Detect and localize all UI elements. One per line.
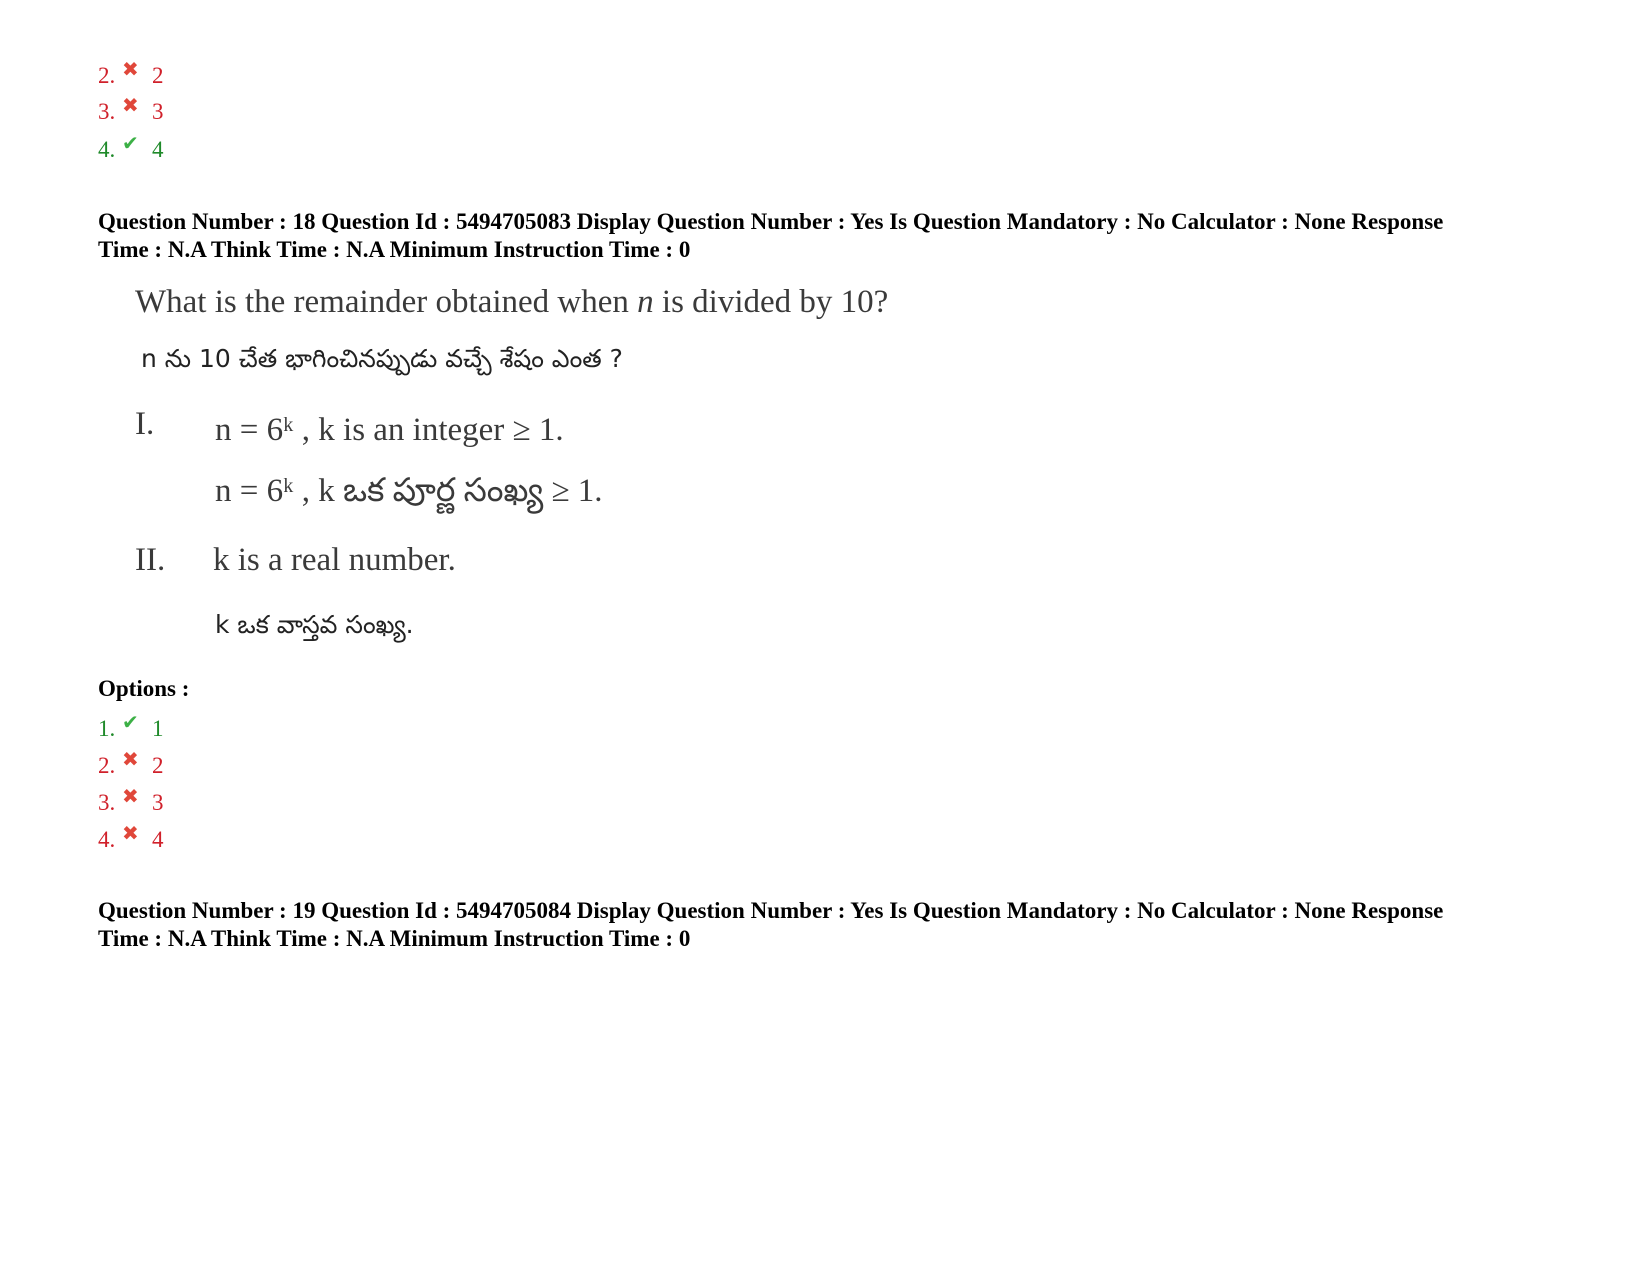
option-1 xyxy=(98,712,164,743)
option-value: 1 xyxy=(152,716,164,741)
option-number: 2. xyxy=(98,753,116,778)
option-4 xyxy=(98,823,164,854)
prev-option-2 xyxy=(98,59,164,90)
option-value: 2 xyxy=(152,753,164,778)
question-18-image xyxy=(125,280,945,660)
statement-1-label: I. xyxy=(135,406,155,442)
option-number: 2. xyxy=(98,63,116,88)
prev-option-3 xyxy=(98,95,164,126)
option-value: 4 xyxy=(152,137,164,162)
wrong-cross-icon: ✖ xyxy=(122,786,139,808)
meta-line-2: Time : N.A Think Time : N.A Minimum Instruction Time : 0 xyxy=(98,926,691,951)
option-number: 3. xyxy=(98,99,116,124)
correct-check-icon: ✔ xyxy=(122,133,139,155)
option-value: 3 xyxy=(152,790,164,815)
question-18-meta xyxy=(98,208,1588,264)
statement-1-telugu: n = 6ᵏ , k ఒక పూర్ణ సంఖ్య ≥ 1. xyxy=(215,473,603,509)
wrong-cross-icon: ✖ xyxy=(122,59,139,81)
question-19-meta xyxy=(98,897,1588,953)
question-text-english: What is the remainder obtained when n is divided by 10? xyxy=(135,284,889,320)
statement-2-label: II. xyxy=(135,542,166,578)
option-number: 4. xyxy=(98,137,116,162)
meta-line-1: Question Number : 19 Question Id : 5494705084 Display Question Number : Yes Is Question Mandatory : No Calculator : None Response xyxy=(98,898,1444,923)
option-3 xyxy=(98,786,164,817)
option-value: 3 xyxy=(152,99,164,124)
prev-option-4 xyxy=(98,133,164,164)
meta-line-1: Question Number : 18 Question Id : 5494705083 Display Question Number : Yes Is Question Mandatory : No Calculator : None Response xyxy=(98,209,1444,234)
wrong-cross-icon: ✖ xyxy=(122,749,139,771)
wrong-cross-icon: ✖ xyxy=(122,823,139,845)
statement-2-telugu: k ఒక వాస్తవ సంఖ్య. xyxy=(215,610,414,639)
question-text-telugu: n ను 10 చేత భాగించినప్పుడు వచ్చే శేషం ఎంత ? xyxy=(141,344,623,373)
option-value: 4 xyxy=(152,827,164,852)
wrong-cross-icon: ✖ xyxy=(122,95,139,117)
option-number: 3. xyxy=(98,790,116,815)
option-2 xyxy=(98,749,164,780)
option-value: 2 xyxy=(152,63,164,88)
option-number: 1. xyxy=(98,716,116,741)
statement-2-english: k is a real number. xyxy=(213,542,456,578)
statement-1-english: n = 6ᵏ , k is an integer ≥ 1. xyxy=(215,412,564,448)
correct-check-icon: ✔ xyxy=(122,712,139,734)
options-label: Options : xyxy=(98,676,190,701)
option-number: 4. xyxy=(98,827,116,852)
meta-line-2: Time : N.A Think Time : N.A Minimum Instruction Time : 0 xyxy=(98,237,691,262)
